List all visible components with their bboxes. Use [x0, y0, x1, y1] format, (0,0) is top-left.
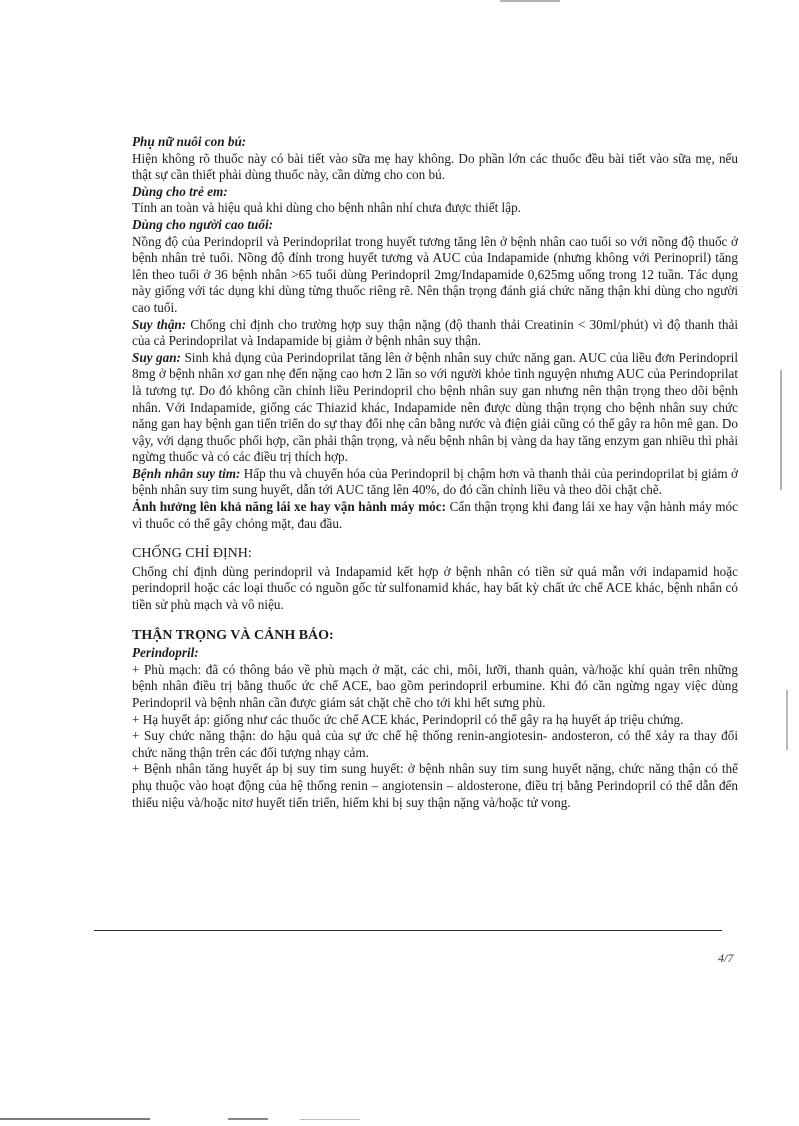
label-heart-failure: Bệnh nhân suy tim: — [132, 465, 241, 481]
scan-artifact-bottom-mid2 — [300, 1119, 360, 1120]
text-hepatic: Sinh khả dụng của Perindoprilat tăng lên ở bệnh nhân suy chức năng gan. AUC của liều đơn Perindopril 8mg ở bệnh nhân xơ gan nhẹ đến nặng cao hơn 2 lần so với người khỏe tình nguyện nhưng AUC của Perindoprilat là tương tự. Do đó không cần chỉnh liều Perindopril cho bệnh nhân suy gan nhưng nên thận trọng theo dõi bệnh nhân. Với Indapamide, giống các Thiazid khác, Indapamide nên được dùng thận trọng cho bệnh nhân suy chức năng gan hay bệnh gan tiến triển do sự thay đổi nhẹ cân bằng nước và điện giải cũng có thể gây ra hôn mê gan. Do vậy, với dạng thuốc phối hợp, cần phải thận trọng, và nếu bệnh nhân bị vàng da hay tăng enzym gan nhiều thì phải ngừng thuốc và có các điều trị thích hợp. — [132, 349, 738, 465]
paragraph-renal-impairment: + Suy chức năng thận: do hậu quả của sự ức chế hệ thống renin-angiotesin- andosteron, có thể xảy ra thay đổi chức năng thận trên các đối tượng nhạy cảm. — [132, 728, 738, 760]
scan-artifact-bottom-left — [0, 1118, 150, 1120]
footer-rule — [94, 930, 722, 931]
paragraph-heart-failure — [132, 466, 738, 499]
paragraph-hepatic — [132, 350, 738, 466]
paragraph-hypotension: + Hạ huyết áp: giống như các thuốc ức chế ACE khác, Perindopril có thể gây ra hạ huyết áp triệu chứng. — [132, 711, 684, 727]
subheading-breastfeeding: Phụ nữ nuôi con bú: — [132, 134, 247, 149]
text-renal: Chống chỉ định cho trường hợp suy thận nặng (độ thanh thải Creatinin < 30ml/phút) vì độ thanh thải của cả Perindoprilat và Indapamide bị giảm ở bệnh nhân suy thận. — [132, 316, 738, 349]
label-hepatic: Suy gan: — [132, 349, 181, 365]
scan-artifact-bottom-mid — [228, 1118, 268, 1120]
section-heading-contraindications: CHỐNG CHỈ ĐỊNH: — [132, 546, 252, 562]
paragraph-hypertensive-heart-failure: + Bệnh nhân tăng huyết áp bị suy tim sung huyết: ở bệnh nhân suy tim sung huyết nặng, chức năng thận có thể phụ thuộc vào hoạt động của hệ thống renin – angiotensin – aldosterone, điều trị bằng Perindopril có thể dẫn đến thiểu niệu và/hoặc nitơ huyết tiến triển, hiếm khi bị suy thận nặng và/hoặc tử vong. — [132, 761, 738, 810]
subheading-elderly: Dùng cho người cao tuổi: — [132, 216, 274, 232]
text-driving: Cẩn thận trọng khi đang lái xe hay vận hành máy móc vì thuốc có thể gây chóng mặt, đau đầu. — [132, 499, 738, 531]
paragraph-breastfeeding: Hiện không rõ thuốc này có bài tiết vào sữa mẹ hay không. Do phần lớn các thuốc đều bài tiết vào sữa mẹ, nếu thật sự cần thiết phải dùng thuốc này, cần dừng cho con bú. — [132, 150, 738, 183]
scan-artifact-right-edge — [780, 370, 782, 490]
subheading-children: Dùng cho trẻ em: — [132, 183, 228, 199]
scan-artifact-right-edge-2 — [786, 690, 788, 750]
page-number: 4/7 — [718, 951, 734, 965]
paragraph-contraindications: Chống chỉ định dùng perindopril và Indapamid kết hợp ở bệnh nhân có tiền sử quá mẫn với indapamid hoặc perindopril hoặc các loại thuốc có nguồn gốc từ sulfonamid khác, hay bất kỳ chất ức chế ACE khác, bệnh nhân có tiền sử phù mạch và vô niệu. — [132, 563, 738, 613]
text-heart-failure: Hấp thu và chuyển hóa của Perindopril bị chậm hơn và thanh thải của perindoprilat bị giảm ở bệnh nhân suy tim sung huyết, dẫn tới AUC tăng lên 40%, do đó cần chỉnh liều và theo dõi chặt chẽ. — [132, 465, 738, 498]
section-heading-warnings: THẬN TRỌNG VÀ CẢNH BÁO: — [132, 627, 334, 643]
document-body — [132, 134, 738, 811]
paragraph-driving — [132, 499, 738, 532]
paragraph-elderly: Nồng độ của Perindopril và Perindoprilat trong huyết tương tăng lên ở bệnh nhân cao tuổi so với nồng độ thuốc ở bệnh nhân trẻ tuổi. Nồng độ đỉnh trong huyết tương và AUC của Indapamide (nhưng không với Perinopril) tăng lên theo tuổi ở 36 bệnh nhân >65 tuổi dùng Perindopril 2mg/Indapamide 0,625mg uống trong 12 tuần. Tác dụng này giống với tác dụng khi dùng từng thuốc riêng rẽ. Nên thận trọng đánh giá chức năng thận khi dùng cho người cao tuổi. — [132, 233, 738, 315]
subheading-perindopril: Perindopril: — [132, 645, 199, 661]
paragraph-children: Tính an toàn và hiệu quả khi dùng cho bệnh nhân nhí chưa được thiết lập. — [132, 200, 521, 216]
scan-artifact-top — [500, 0, 560, 2]
paragraph-renal — [132, 317, 738, 350]
paragraph-angioedema: + Phù mạch: đã có thông báo về phù mạch ở mặt, các chi, môi, lưỡi, thanh quản, và/hoặc khí quản trên những bệnh nhân điều trị bằng thuốc ức chế ACE, bao gồm perindopril erbumine. Khi đó cần ngừng ngay việc dùng Perindopril và bệnh nhân cần được giám sát chặt chẽ cho tới khi hết sưng phù. — [132, 661, 738, 710]
label-renal: Suy thận: — [132, 316, 187, 332]
label-driving: Ảnh hưởng lên khả năng lái xe hay vận hành máy móc: — [132, 499, 447, 515]
